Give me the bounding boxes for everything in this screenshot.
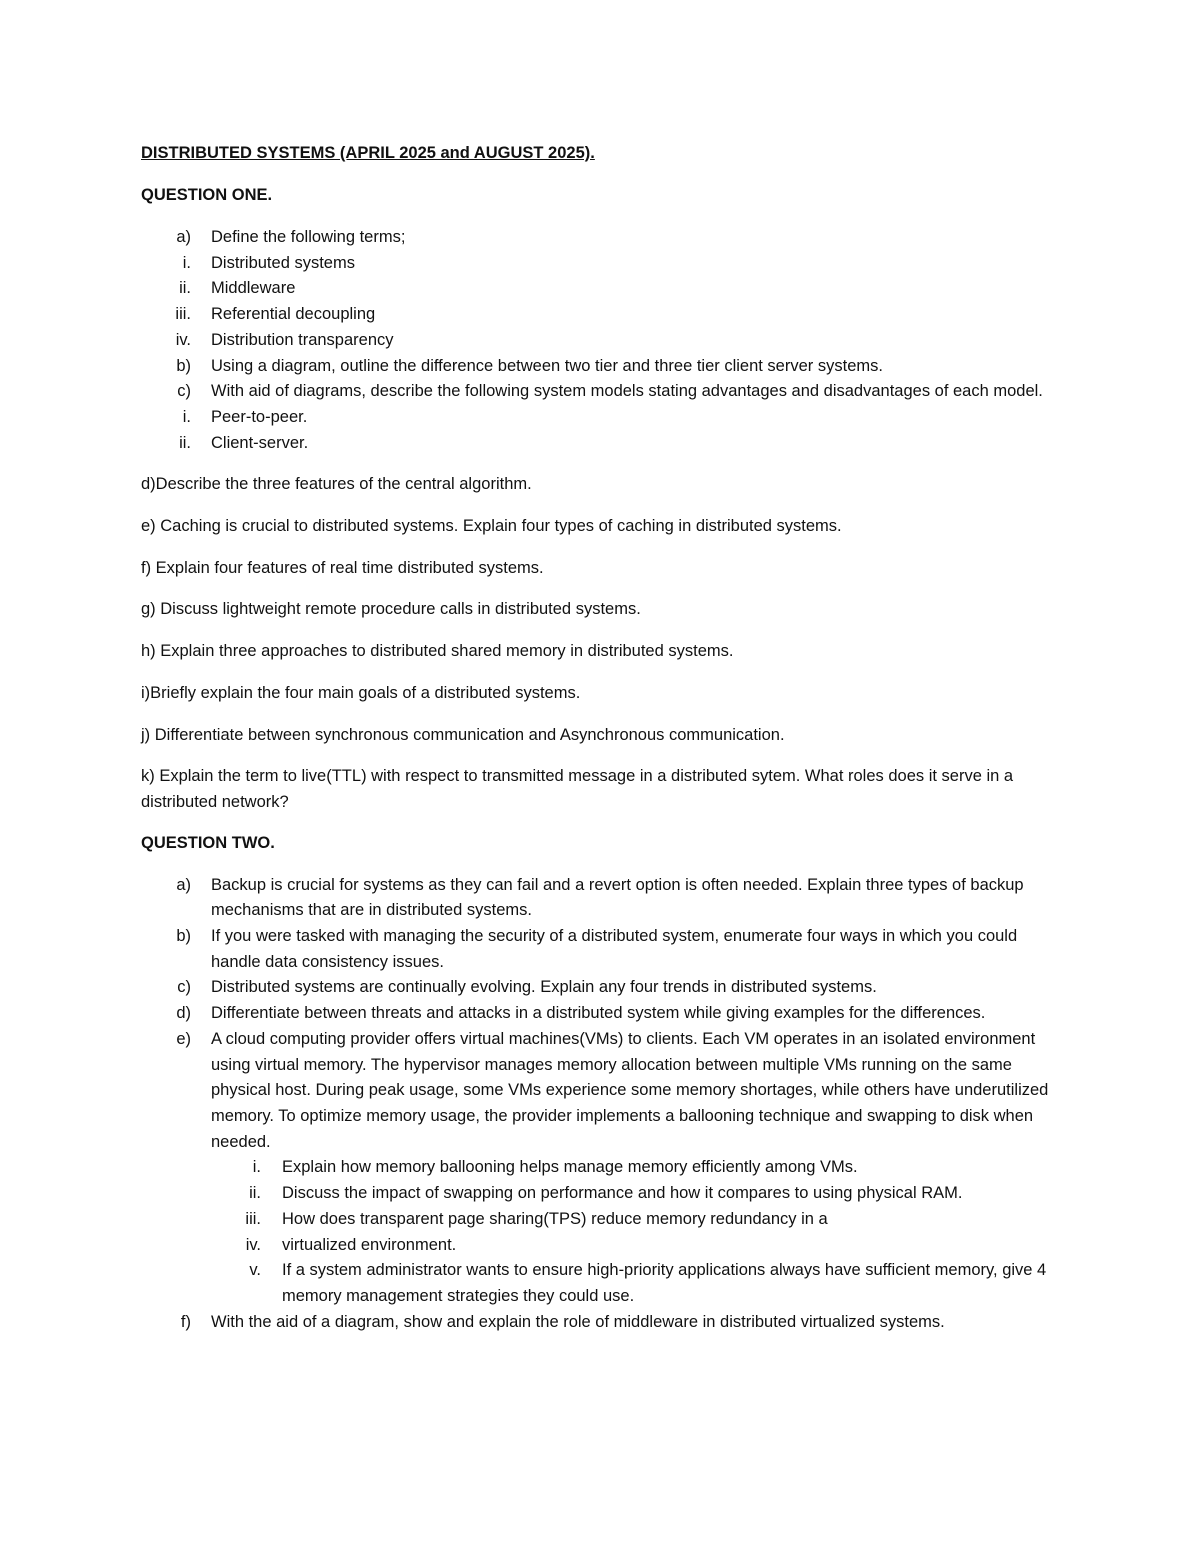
item-text: A cloud computing provider offers virtual machines(VMs) to clients. Each VM operates in an isolated environment using virtual memory. The hypervisor manages memory allocation between multiple VMs running on the same physical host. During peak usage, some VMs experience some memory shortages, while others have underutilized memory. To optimize memory usage, the provider implements a ballooning technique and swapping to disk when needed. — [211, 1029, 1049, 1151]
question-paragraph: f) Explain four features of real time distributed systems. — [141, 558, 544, 577]
list-item — [141, 1001, 1071, 1027]
question-paragraph: h) Explain three approaches to distributed shared memory in distributed systems. — [141, 642, 734, 661]
list-item — [141, 924, 1071, 975]
item-text: Middleware — [211, 279, 296, 298]
list-item — [141, 276, 1071, 302]
list-item — [141, 328, 1071, 354]
question-paragraph: i)Briefly explain the four main goals of a distributed systems. — [141, 683, 581, 702]
question-paragraph: d)Describe the three features of the central algorithm. — [141, 475, 532, 494]
item-marker: i. — [182, 407, 191, 426]
item-text: virtualized environment. — [282, 1235, 457, 1254]
item-marker: ii. — [179, 279, 191, 298]
item-text: With aid of diagrams, describe the following system models stating advantages and disadvantages of each model. — [211, 382, 1043, 401]
item-marker: iii. — [245, 1209, 261, 1228]
sub-list-item — [141, 1233, 1071, 1259]
item-text: Backup is crucial for systems as they can fail and a revert option is often needed. Explain three types of backup mechanisms that are in distributed systems. — [211, 875, 1024, 920]
item-marker: iii. — [175, 305, 191, 324]
question-two-heading: QUESTION TWO. — [141, 833, 275, 852]
item-text: Referential decoupling — [211, 305, 376, 324]
item-marker: ii. — [179, 433, 191, 452]
question-one-heading: QUESTION ONE. — [141, 186, 273, 204]
question-paragraph: j) Differentiate between synchronous communication and Asynchronous communication. — [141, 725, 785, 744]
question-paragraph: g) Discuss lightweight remote procedure calls in distributed systems. — [141, 600, 641, 619]
item-marker: iv. — [175, 330, 191, 349]
item-marker: i. — [252, 1158, 261, 1177]
item-marker: b) — [176, 927, 191, 946]
item-text: If you were tasked with managing the security of a distributed system, enumerate four ways in which you could handle data consistency issues. — [211, 927, 1018, 971]
list-item — [141, 251, 1071, 277]
list-item — [141, 405, 1071, 431]
item-text: Distributed systems — [211, 253, 355, 272]
sub-list-item — [141, 1207, 1071, 1233]
item-text: Distribution transparency — [211, 330, 394, 349]
item-text: Client-server. — [211, 433, 309, 452]
item-text: Differentiate between threats and attacks in a distributed system while giving examples for the differences. — [211, 1004, 986, 1023]
item-marker: i. — [182, 253, 191, 272]
item-marker: e) — [176, 1029, 191, 1048]
question-paragraph: k) Explain the term to live(TTL) with respect to transmitted message in a distributed sytem. What roles does it serve in a distributed network? — [141, 767, 1014, 811]
sub-list-item — [141, 1181, 1071, 1207]
list-item — [141, 1027, 1071, 1156]
item-marker: b) — [176, 356, 191, 375]
item-text: Explain how memory ballooning helps manage memory efficiently among VMs. — [282, 1158, 858, 1177]
list-item — [141, 302, 1071, 328]
item-marker: a) — [176, 228, 191, 246]
list-item — [141, 379, 1071, 405]
item-marker: d) — [176, 1004, 191, 1023]
question-one-list — [141, 225, 1071, 456]
item-marker: v. — [249, 1261, 261, 1280]
item-text: How does transparent page sharing(TPS) reduce memory redundancy in a — [282, 1209, 828, 1228]
sub-list-item — [141, 1258, 1071, 1309]
item-text: Distributed systems are continually evolving. Explain any four trends in distributed systems. — [211, 978, 877, 997]
question-two-list — [141, 873, 1071, 1336]
list-item — [141, 431, 1071, 457]
list-item — [141, 225, 1071, 251]
document-title: DISTRIBUTED SYSTEMS (APRIL 2025 and AUGUST 2025). — [141, 144, 595, 162]
question-paragraph: e) Caching is crucial to distributed systems. Explain four types of caching in distributed systems. — [141, 517, 842, 536]
item-marker: c) — [177, 978, 191, 997]
list-item — [141, 1310, 1071, 1336]
list-item — [141, 975, 1071, 1001]
sub-list-item — [141, 1155, 1071, 1181]
item-marker: f) — [180, 1312, 191, 1331]
item-text: With the aid of a diagram, show and explain the role of middleware in distributed virtualized systems. — [211, 1312, 945, 1331]
item-text: Peer-to-peer. — [211, 407, 308, 426]
item-marker: c) — [177, 382, 191, 401]
item-text: Using a diagram, outline the difference between two tier and three tier client server systems. — [211, 356, 883, 375]
document-page — [141, 142, 1071, 1335]
list-item — [141, 873, 1071, 924]
list-item — [141, 354, 1071, 380]
item-marker: ii. — [249, 1184, 261, 1203]
item-text: If a system administrator wants to ensure high-priority applications always have sufficient memory, give 4 memory management strategies they could use. — [282, 1261, 1047, 1305]
item-marker: a) — [176, 875, 191, 894]
item-text: Define the following terms; — [211, 228, 406, 246]
item-marker: iv. — [245, 1235, 261, 1254]
item-text: Discuss the impact of swapping on performance and how it compares to using physical RAM. — [282, 1184, 963, 1203]
